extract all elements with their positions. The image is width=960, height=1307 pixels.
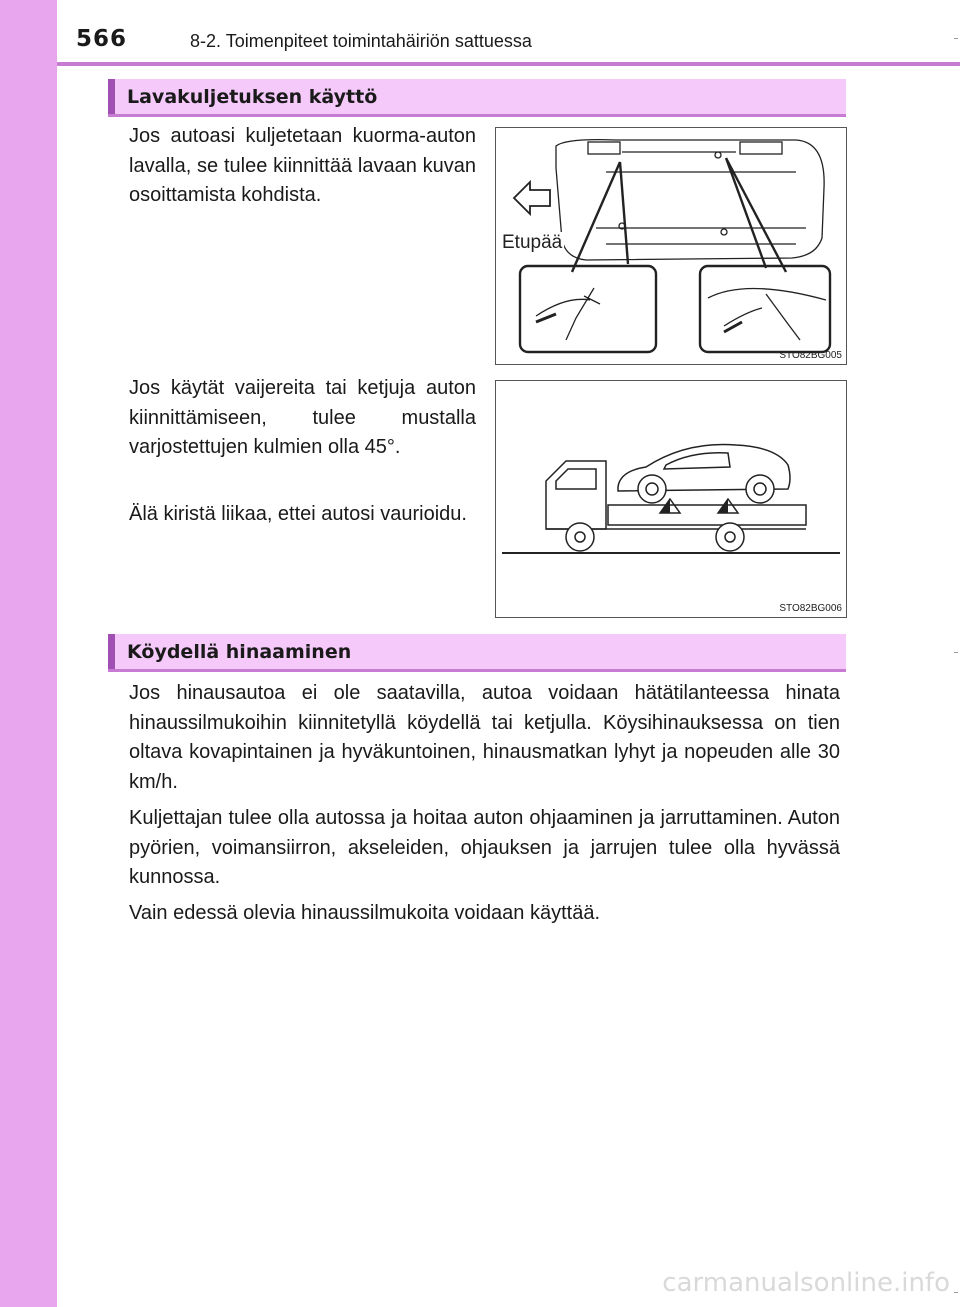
figure-truck-transport xyxy=(495,380,847,618)
figure-code: STO82BG006 xyxy=(779,603,842,614)
chapter-title: 8-2. Toimenpiteet toimintahäiriön sattuessa xyxy=(190,31,532,51)
front-end-label: Etupää xyxy=(502,232,563,253)
section-heading-flatbed xyxy=(108,79,846,117)
figure-tie-down-points xyxy=(495,127,847,365)
header-rule xyxy=(57,62,960,66)
edge-mark xyxy=(954,652,958,653)
page-number: 566 xyxy=(76,26,128,52)
paragraph-do-not-overtighten: Älä kiristä liikaa, ettei autosi vaurioidu. xyxy=(129,503,467,525)
side-thumb-band xyxy=(0,0,57,1307)
edge-mark xyxy=(954,38,958,39)
section-accent xyxy=(108,634,115,669)
paragraph-driver-requirements: Kuljettajan tulee olla autossa ja hoitaa auton ohjaaminen ja jarruttaminen. Auton pyörien, voimansiirron, akseleiden, ohjauksen ja jarrujen tulee olla hyvässä kunnossa. xyxy=(129,807,840,888)
edge-mark xyxy=(954,1292,958,1293)
section-heading-rope-towing xyxy=(108,634,846,672)
truck-illustration xyxy=(496,381,846,617)
paragraph-rope-towing: Jos hinausautoa ei ole saatavilla, autoa voidaan hätätilanteessa hinata hinaussilmukoihin kiinnitetyllä köydellä tai ketjulla. Köysihinauksessa on tien oltava kovapintainen ja hyväkuntoinen, hinausmatkan lyhyt ja nopeuden alle 30 km/h. xyxy=(129,682,840,793)
paragraph-flatbed-intro: Jos autoasi kuljetetaan kuorma-auton lavalla, se tulee kiinnittää lavaan kuvan osoittamista kohdista. xyxy=(129,125,476,206)
watermark: carmanualsonline.info xyxy=(662,1268,950,1298)
section-accent xyxy=(108,79,115,114)
section-title: Köydellä hinaaminen xyxy=(127,641,352,663)
paragraph-front-eyelets-only: Vain edessä olevia hinaussilmukoita voidaan käyttää. xyxy=(129,902,601,924)
figure-code: STO82BG005 xyxy=(779,350,842,361)
section-title: Lavakuljetuksen käyttö xyxy=(127,86,378,108)
paragraph-cable-angle: Jos käytät vaijereita tai ketjuja auton kiinnittämiseen, tulee mustalla varjostettujen kulmien olla 45°. xyxy=(129,377,476,458)
